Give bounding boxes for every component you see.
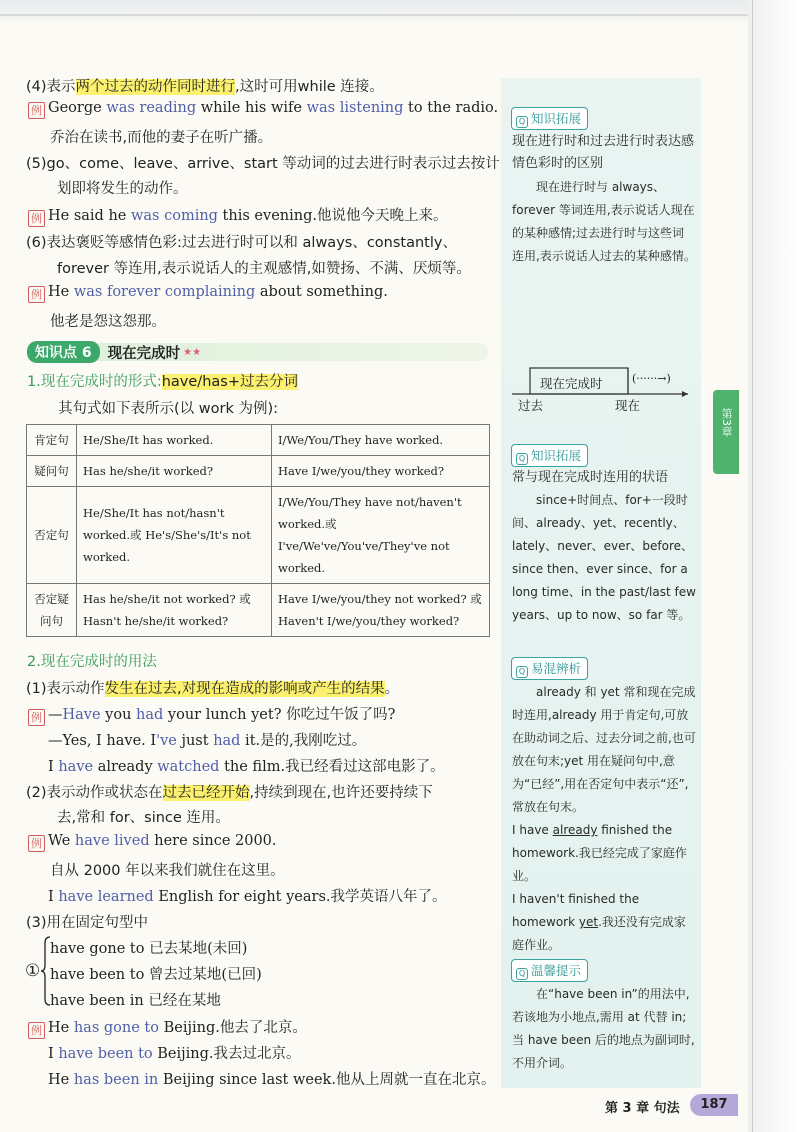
usage-2: (2)表示动作或状态在过去已经开始,持续到现在,也许还要持续下 [26,785,433,801]
sidebar-tip1-body: 现在进行时与 always、forever 等词连用,表示说话人现在的某种感情;过去进行时与这些词连用,表示说话人过去的某种感情。 [512,180,696,263]
table-cell: Has he/she/it worked? [77,456,272,487]
example-george: 例 George was reading while his wife was listening to the radio. [28,100,498,119]
form-table [26,424,490,637]
example-lunch: 例 —Have you had your lunch yet? 你吃过午饭了吗? [28,703,395,726]
example-lived: 例 We have lived here since 2000. [28,833,277,852]
footer-chapter: 第 3 章 句法 [605,1101,680,1116]
table-cell: 否定疑问句 [27,584,77,637]
sidebar-tip4-body: 在“have been in”的用法中,若该地为小地点,需用 at 代替 in;当 have been 后的地点为副词时,不用介词。 [512,987,695,1070]
table-cell: Have I/we/you/they not worked? 或 Haven't I/we/you/they worked? [272,584,490,637]
example-complaining: 例 He was forever complaining about something. [28,284,388,303]
circled-one: ① [25,961,41,981]
example-film: I have already watched the film.我已经看过这部电影了。 [48,759,445,775]
example-george-zh: 乔治在读书,而他的妻子在听广播。 [50,130,273,146]
usage-1: (1)表示动作发生在过去,对现在造成的影响或产生的结果。 [26,681,400,697]
section-header [27,341,201,363]
example-icon: 例 [28,709,45,726]
table-cell: I/We/You/They have not/haven't worked.或I've/We've/You've/They've not worked. [272,487,490,584]
timeline-past: 过去 [518,398,544,413]
timeline-now: 现在 [615,398,641,413]
form-subtitle: 其句式如下表所示(以 work 为例): [58,401,279,417]
usage-3: (3)用在固定句型中 [26,915,149,931]
table-row [27,456,490,487]
sidebar-tip1-title: 现在进行时和过去进行时表达感情色彩时的区别 [512,134,695,171]
sidebar-tag-distinguish: Q 易混辨析 [511,657,588,680]
line-4: (4)表示两个过去的动作同时进行,这时可用while 连接。 [26,79,384,95]
table-cell: Has he/she/it not worked? 或 Hasn't he/she/it worked? [77,584,272,637]
sidebar-tip3-example1: I have already finished the homework.我已经完成了家庭作业。 [512,823,687,883]
page-edge [748,0,800,1132]
sidebar-tip3-example2: I haven't finished the homework yet.我还没有完成家庭作业。 [512,892,686,952]
page-edge-line [752,0,753,1132]
line-6: (6)表达褒贬等感情色彩:过去进行时可以和 always、constantly、 [26,235,457,251]
example-gone: 例 He has gone to Beijing.他去了北京。 [28,1016,307,1039]
example-icon: 例 [28,102,45,119]
page-number: 187 [690,1094,738,1116]
sidebar-tag-expand-1: Q 知识拓展 [511,107,588,130]
brace-line-3: have been in 已经在某地 [50,993,221,1009]
magnifier-icon: Q [516,968,528,980]
sidebar-tip2-title: 常与现在完成时连用的状语 [512,470,669,485]
usage-2-cont: 去,常和 for、since 连用。 [57,810,230,826]
brace-line-2: have been to 曾去过某地(已回) [50,967,262,983]
table-row [27,425,490,456]
sidebar-tip3-body: already 和 yet 常和现在完成时连用,already 用于肯定句,可放在助动词之后、过去分词之前,也可放在句末;yet 用在疑问句中,意为“已经”,用在否定句中表示“还”,常放在句末。 [512,685,696,814]
table-cell: He/She/It has not/hasn't worked.或 He's/She's/It's not worked. [77,487,272,584]
table-cell: Have I/we/you/they worked? [272,456,490,487]
sidebar-tag-expand-2: Q 知识拓展 [511,444,588,467]
timeline-box-label: 现在完成时 [540,376,603,391]
section-badge: 知识点 6 [27,341,100,363]
line-5-cont: 划即将发生的动作。 [57,181,188,197]
example-icon: 例 [28,1022,45,1039]
sidebar-tag-tip: Q 温馨提示 [511,959,588,982]
usage-heading: 2.现在完成时的用法 [27,654,157,670]
example-icon: 例 [28,286,45,303]
example-coming: 例 He said he was coming this evening.他说他今天晚上来。 [28,204,447,227]
sidebar-tip2-body: since+时间点、for+一段时间、already、yet、recently、lately、never、ever、before、since then、ever since、for a long time、in the past/last few years、up to now、so far 等。 [512,493,696,622]
magnifier-icon: Q [516,453,528,465]
example-been-in: He has been in Beijing since last week.他从上周就一直在北京。 [48,1072,496,1088]
brace-line-1: have gone to 已去某地(未回) [50,941,248,957]
table-cell: 肯定句 [27,425,77,456]
table-row [27,487,490,584]
timeline-dots: (······→) [632,372,671,385]
form-heading: 1.现在完成时的形式:have/has+过去分词 [27,374,298,390]
example-lived-zh: 自从 2000 年以来我们就住在这里。 [50,863,285,879]
chapter-tab: 第3章 [713,390,739,474]
example-complaining-zh: 他老是怨这怨那。 [50,314,166,330]
table-cell: 疑问句 [27,456,77,487]
line-5: (5)go、come、leave、arrive、start 等动词的过去进行时表示过去按计 [26,156,500,172]
example-icon: 例 [28,210,45,227]
magnifier-icon: Q [516,116,528,128]
section-title: 现在完成时 [107,345,181,362]
example-lunch-answer: —Yes, I have. I've just had it.是的,我刚吃过。 [48,733,367,749]
table-cell: 否定句 [27,487,77,584]
top-band [0,0,800,22]
table-cell: He/She/It has worked. [77,425,272,456]
example-been-to: I have been to Beijing.我去过北京。 [48,1046,301,1062]
table-cell: I/We/You/They have worked. [272,425,490,456]
magnifier-icon: Q [516,666,528,678]
example-icon: 例 [28,835,45,852]
table-row [27,584,490,637]
top-rule [0,14,800,16]
line-6-cont: forever 等连用,表示说话人的主观感情,如赞扬、不满、厌烦等。 [57,261,471,277]
star-icon: ★★ [183,346,202,358]
example-learned: I have learned English for eight years.我学英语八年了。 [48,889,447,905]
